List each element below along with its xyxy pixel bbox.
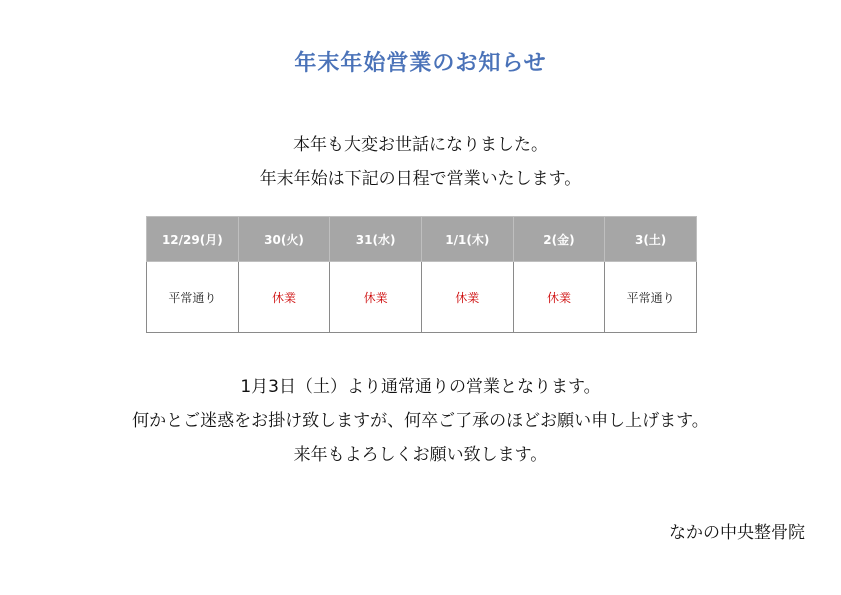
schedule-status-row bbox=[147, 262, 697, 333]
notice-line-3: 来年もよろしくお願い致します。 bbox=[293, 445, 548, 465]
page-title: 年末年始営業のお知らせ bbox=[294, 51, 547, 76]
schedule-status-cell: 平常通り bbox=[147, 262, 239, 333]
schedule-header-cell: 3(土) bbox=[605, 217, 697, 262]
clinic-signature: なかの中央整骨院 bbox=[669, 523, 805, 543]
intro-text bbox=[0, 128, 841, 196]
schedule-header-cell: 31(水) bbox=[330, 217, 422, 262]
schedule-header-cell: 1/1(木) bbox=[421, 217, 513, 262]
schedule-status-cell: 休業 bbox=[238, 262, 330, 333]
schedule-status-cell: 休業 bbox=[421, 262, 513, 333]
schedule-header-cell: 2(金) bbox=[513, 217, 605, 262]
notice-line-2: 何かとご迷惑をお掛け致しますが、何卒ご了承のほどお願い申し上げます。 bbox=[132, 411, 709, 431]
schedule-header-cell: 12/29(月) bbox=[147, 217, 239, 262]
schedule-header-cell: 30(火) bbox=[238, 217, 330, 262]
schedule-table bbox=[146, 216, 697, 333]
intro-line-2: 年末年始は下記の日程で営業いたします。 bbox=[259, 169, 582, 189]
notice-text bbox=[0, 370, 841, 472]
schedule-status-cell: 平常通り bbox=[605, 262, 697, 333]
intro-line-1: 本年も大変お世話になりました。 bbox=[293, 135, 548, 155]
schedule-status-cell: 休業 bbox=[330, 262, 422, 333]
notice-line-1: 1月3日（土）より通常通りの営業となります。 bbox=[240, 377, 601, 397]
schedule-header-row bbox=[147, 217, 697, 262]
schedule-status-cell: 休業 bbox=[513, 262, 605, 333]
